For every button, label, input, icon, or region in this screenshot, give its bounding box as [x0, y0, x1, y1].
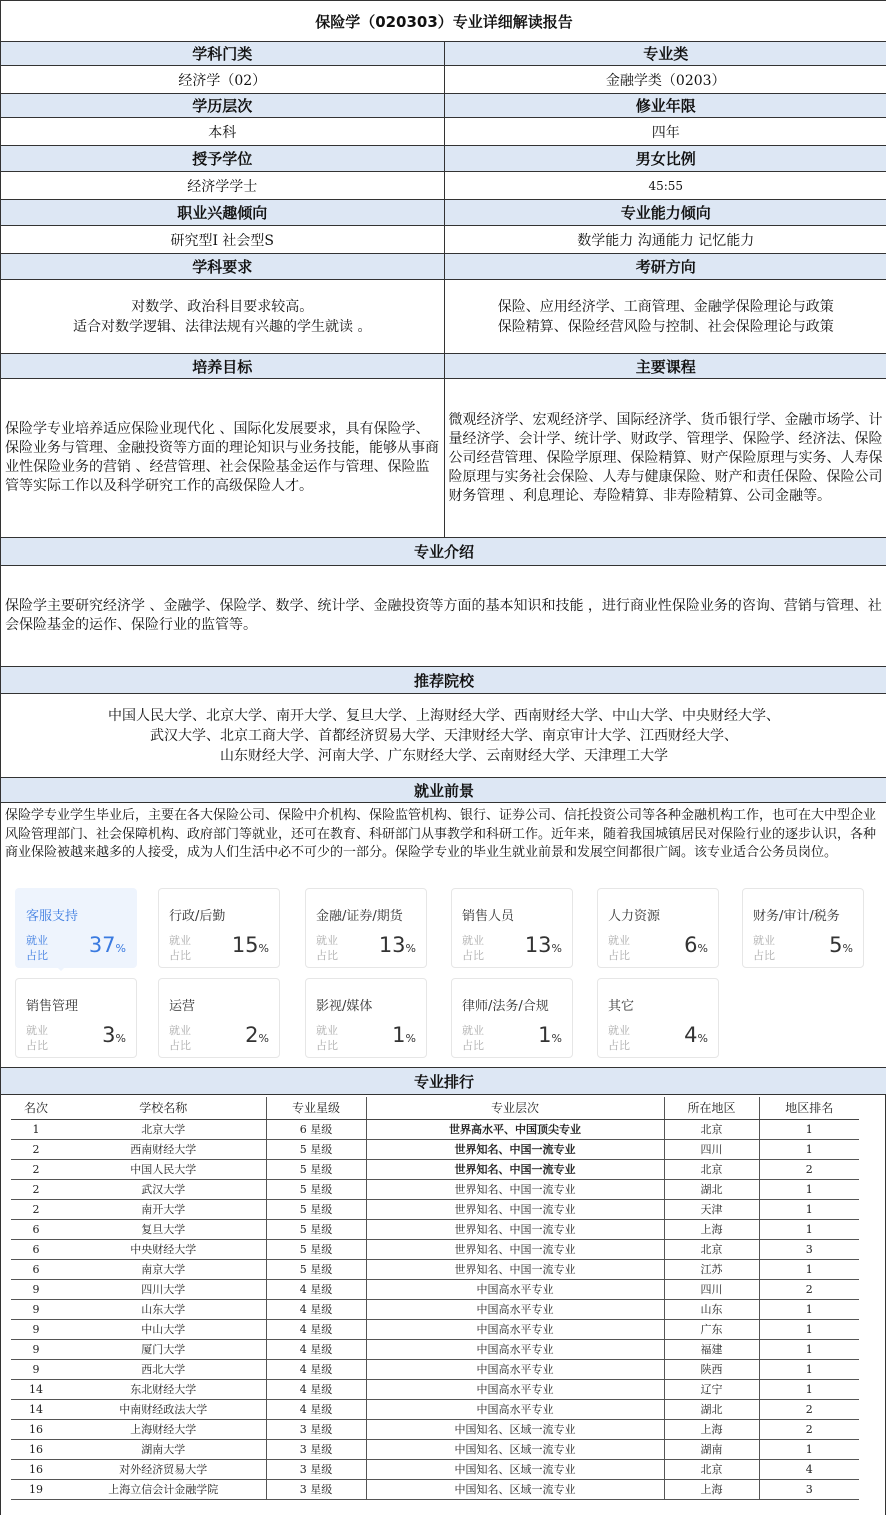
school-cell: 上海立信会计金融学院 [61, 1479, 266, 1499]
table-row [11, 1399, 859, 1419]
region-cell: 天津 [664, 1199, 759, 1219]
table-row [11, 1439, 859, 1459]
level-cell: 中国高水平专业 [366, 1399, 664, 1419]
region-cell: 四川 [664, 1279, 759, 1299]
table-row [11, 1139, 859, 1159]
courses-label: 主要课程 [445, 354, 886, 378]
share-label-2: 占比 [316, 949, 338, 962]
region-cell: 江苏 [664, 1259, 759, 1279]
job-card-value [232, 933, 269, 957]
region-cell: 上海 [664, 1419, 759, 1439]
header-row-5 [1, 254, 886, 280]
value-row-3 [1, 172, 886, 200]
job-card-number: 3 [102, 1023, 116, 1047]
job-card-value [829, 933, 853, 957]
region-rank-cell: 4 [759, 1459, 859, 1479]
job-card[interactable] [15, 888, 137, 968]
rank-cell: 2 [11, 1179, 61, 1199]
ranking-table-wrap [11, 1097, 859, 1500]
schools-header-row [1, 667, 886, 694]
share-label-2: 占比 [26, 949, 48, 962]
table-row [11, 1159, 859, 1179]
share-label-1: 就业 [462, 1024, 484, 1037]
region-cell: 北京 [664, 1159, 759, 1179]
level-cell: 世界知名、中国一流专业 [366, 1259, 664, 1279]
school-cell: 中央财经大学 [61, 1239, 266, 1259]
region-cell: 陕西 [664, 1359, 759, 1379]
region-rank-cell: 1 [759, 1139, 859, 1159]
table-row [11, 1359, 859, 1379]
level-cell: 中国知名、区域一流专业 [366, 1479, 664, 1499]
job-card-value [684, 933, 708, 957]
rank-cell: 9 [11, 1319, 61, 1339]
school-cell: 湖南大学 [61, 1439, 266, 1459]
level-cell: 中国高水平专业 [366, 1339, 664, 1359]
interest-value: 研究型I 社会型S [1, 226, 445, 253]
table-row [11, 1199, 859, 1219]
job-card-title: 行政/后勤 [169, 909, 226, 924]
table-row [11, 1479, 859, 1499]
job-card[interactable] [305, 978, 427, 1058]
requirement-line: 对数学、政治科目要求较高。 [131, 298, 314, 315]
share-label-2: 占比 [462, 949, 484, 962]
school-cell: 复旦大学 [61, 1219, 266, 1239]
percent-sign: % [551, 942, 562, 955]
job-card-title: 客服支持 [26, 909, 79, 924]
table-row [11, 1119, 859, 1139]
employment-label: 就业前景 [1, 778, 886, 802]
col-star: 专业星级 [266, 1097, 366, 1119]
schools-line: 武汉大学、北京工商大学、首都经济贸易大学、天津财经大学、南京审计大学、江西财经大学、 [150, 727, 738, 744]
postgrad-line: 保险精算、保险经营风险与控制、社会保险理论与政策 [497, 318, 834, 335]
star-cell: 4 星级 [266, 1399, 366, 1419]
level-cell: 中国高水平专业 [366, 1359, 664, 1379]
region-rank-cell: 2 [759, 1159, 859, 1179]
job-card-title: 人力资源 [608, 909, 661, 924]
share-label-1: 就业 [316, 1024, 338, 1037]
share-label-1: 就业 [462, 934, 484, 947]
col-region: 所在地区 [664, 1097, 759, 1119]
job-card[interactable] [451, 978, 573, 1058]
job-card[interactable] [597, 888, 719, 968]
region-cell: 湖北 [664, 1399, 759, 1419]
rank-cell: 1 [11, 1119, 61, 1139]
region-rank-cell: 1 [759, 1339, 859, 1359]
star-cell: 4 星级 [266, 1299, 366, 1319]
level-cell: 世界高水平、中国顶尖专业 [366, 1119, 664, 1139]
job-card-share-label [462, 1023, 488, 1053]
value-row-1 [1, 66, 886, 94]
category-label: 学科门类 [1, 42, 445, 65]
star-cell: 4 星级 [266, 1279, 366, 1299]
star-cell: 3 星级 [266, 1479, 366, 1499]
percent-sign: % [115, 942, 126, 955]
job-card[interactable] [158, 978, 280, 1058]
share-label-1: 就业 [169, 1024, 191, 1037]
job-card-value [392, 1023, 416, 1047]
share-label-1: 就业 [26, 934, 48, 947]
school-cell: 武汉大学 [61, 1179, 266, 1199]
ability-value: 数学能力 沟通能力 记忆能力 [445, 226, 886, 253]
star-cell: 4 星级 [266, 1339, 366, 1359]
job-card-value [102, 1023, 126, 1047]
share-label-1: 就业 [753, 934, 775, 947]
job-card-share-label [316, 933, 342, 963]
courses-value: 微观经济学、宏观经济学、国际经济学、货币银行学、金融市场学、计量经济学、会计学、统计学、财政学、管理学、保险学、经济法、保险公司经营管理、保险学原理、保险精算、财产保险原理与实务、人寿保险原理与实务社会保险、人寿与健康保险、财产和责任保险、保险公司财务管理 、利息理论、寿险精算、非寿险精算、公司金融等。 [445, 379, 886, 537]
level-cell: 中国高水平专业 [366, 1319, 664, 1339]
percent-sign: % [551, 1032, 562, 1045]
level-cell: 中国高水平专业 [366, 1279, 664, 1299]
table-row [11, 1459, 859, 1479]
col-rank: 名次 [11, 1097, 61, 1119]
header-row-2 [1, 94, 886, 118]
rank-cell: 16 [11, 1419, 61, 1439]
table-row [11, 1319, 859, 1339]
region-rank-cell: 3 [759, 1479, 859, 1499]
percent-sign: % [115, 1032, 126, 1045]
region-rank-cell: 2 [759, 1419, 859, 1439]
header-row-6 [1, 354, 886, 379]
requirement-line: 适合对数学逻辑、法律法规有兴趣的学生就读 。 [73, 318, 372, 335]
star-cell: 5 星级 [266, 1219, 366, 1239]
region-cell: 上海 [664, 1219, 759, 1239]
job-card-number: 1 [538, 1023, 552, 1047]
region-rank-cell: 1 [759, 1119, 859, 1139]
job-card-number: 2 [245, 1023, 259, 1047]
region-cell: 北京 [664, 1119, 759, 1139]
job-card-number: 6 [684, 933, 698, 957]
table-row [11, 1419, 859, 1439]
level-cell: 世界知名、中国一流专业 [366, 1179, 664, 1199]
level-cell: 中国高水平专业 [366, 1379, 664, 1399]
rank-cell: 9 [11, 1279, 61, 1299]
page-title: 保险学（020303）专业详细解读报告 [1, 1, 886, 41]
job-card-share-label [462, 933, 488, 963]
job-card-share-label [608, 1023, 634, 1053]
star-cell: 5 星级 [266, 1259, 366, 1279]
job-card-value [245, 1023, 269, 1047]
level-cell: 中国知名、区域一流专业 [366, 1439, 664, 1459]
school-cell: 南京大学 [61, 1259, 266, 1279]
region-cell: 湖北 [664, 1179, 759, 1199]
job-card-title: 影视/媒体 [316, 999, 373, 1014]
star-cell: 3 星级 [266, 1419, 366, 1439]
region-rank-cell: 1 [759, 1359, 859, 1379]
region-rank-cell: 1 [759, 1379, 859, 1399]
value-row-2 [1, 118, 886, 146]
job-card-share-label [753, 933, 779, 963]
intro-text: 保险学主要研究经济学 、金融学、保险学、数学、统计学、金融投资等方面的基本知识和技能 ，进行商业性保险业务的咨询、营销与管理、社会保险基金的运作、保险行业的监管等。 [1, 566, 886, 666]
school-cell: 西南财经大学 [61, 1139, 266, 1159]
job-card-title: 运营 [169, 999, 196, 1014]
region-cell: 北京 [664, 1459, 759, 1479]
postgrad-line: 保险、应用经济学、工商管理、金融学保险理论与政策 [497, 298, 834, 315]
job-card-share-label [26, 1023, 52, 1053]
job-card-value [379, 933, 416, 957]
region-cell: 山东 [664, 1299, 759, 1319]
level-cell: 中国知名、区域一流专业 [366, 1419, 664, 1439]
job-card[interactable] [597, 978, 719, 1058]
percent-sign: % [405, 1032, 416, 1045]
level-cell: 世界知名、中国一流专业 [366, 1139, 664, 1159]
job-card-title: 律师/法务/合规 [462, 999, 549, 1014]
duration-label: 修业年限 [445, 94, 886, 117]
job-card-number: 13 [378, 933, 406, 957]
intro-label: 专业介绍 [1, 538, 886, 565]
job-distribution [1, 884, 886, 1068]
star-cell: 5 星级 [266, 1199, 366, 1219]
region-rank-cell: 2 [759, 1399, 859, 1419]
interest-label: 职业兴趣倾向 [1, 200, 445, 225]
share-label-2: 占比 [169, 949, 191, 962]
job-card-number: 13 [524, 933, 552, 957]
region-cell: 四川 [664, 1139, 759, 1159]
level-cell: 世界知名、中国一流专业 [366, 1239, 664, 1259]
star-cell: 5 星级 [266, 1139, 366, 1159]
job-card-value [684, 1023, 708, 1047]
region-cell: 上海 [664, 1479, 759, 1499]
percent-sign: % [842, 942, 853, 955]
star-cell: 5 星级 [266, 1239, 366, 1259]
rank-cell: 16 [11, 1439, 61, 1459]
school-cell: 中南财经政法大学 [61, 1399, 266, 1419]
goal-value: 保险学专业培养适应保险业现代化 、国际化发展要求，具有保险学、保险业务与管理、金融投资等方面的理论知识与业务技能，能够从事商业性保险业务的营销 、经营管理、社会保险基金运作与管理、保险监管等实际工作以及科学研究工作的高级保险人才。 [1, 379, 445, 537]
region-rank-cell: 1 [759, 1299, 859, 1319]
school-cell: 对外经济贸易大学 [61, 1459, 266, 1479]
school-cell: 西北大学 [61, 1359, 266, 1379]
star-cell: 3 星级 [266, 1459, 366, 1479]
header-row-3 [1, 146, 886, 172]
region-rank-cell: 1 [759, 1439, 859, 1459]
level-cell: 世界知名、中国一流专业 [366, 1219, 664, 1239]
school-cell: 北京大学 [61, 1119, 266, 1139]
rank-cell: 6 [11, 1259, 61, 1279]
job-card-number: 4 [684, 1023, 698, 1047]
star-cell: 6 星级 [266, 1119, 366, 1139]
rank-cell: 2 [11, 1199, 61, 1219]
ranking-label: 专业排行 [1, 1068, 886, 1094]
job-card-share-label [169, 933, 195, 963]
region-cell: 湖南 [664, 1439, 759, 1459]
rank-cell: 16 [11, 1459, 61, 1479]
job-card[interactable] [158, 888, 280, 968]
job-card-share-label [169, 1023, 195, 1053]
degree-level-label: 学历层次 [1, 94, 445, 117]
degree-level-value: 本科 [1, 118, 445, 145]
region-rank-cell: 2 [759, 1279, 859, 1299]
region-rank-cell: 1 [759, 1219, 859, 1239]
table-row [11, 1239, 859, 1259]
region-cell: 辽宁 [664, 1379, 759, 1399]
major-class-label: 专业类 [445, 42, 886, 65]
school-cell: 南开大学 [61, 1199, 266, 1219]
table-row [11, 1219, 859, 1239]
table-row [11, 1379, 859, 1399]
school-cell: 东北财经大学 [61, 1379, 266, 1399]
rank-cell: 6 [11, 1239, 61, 1259]
rank-cell: 14 [11, 1379, 61, 1399]
star-cell: 5 星级 [266, 1159, 366, 1179]
region-rank-cell: 1 [759, 1259, 859, 1279]
school-cell: 厦门大学 [61, 1339, 266, 1359]
table-row [11, 1279, 859, 1299]
ranking-header-row [1, 1068, 886, 1095]
share-label-2: 占比 [608, 949, 630, 962]
rank-cell: 9 [11, 1339, 61, 1359]
duration-value: 四年 [445, 118, 886, 145]
school-cell: 中山大学 [61, 1319, 266, 1339]
col-region-rank: 地区排名 [759, 1097, 859, 1119]
job-card-value [538, 1023, 562, 1047]
job-card-title: 金融/证券/期货 [316, 909, 403, 924]
star-cell: 4 星级 [266, 1319, 366, 1339]
schools-line: 山东财经大学、河南大学、广东财经大学、云南财经大学、天津理工大学 [220, 747, 668, 764]
rank-cell: 6 [11, 1219, 61, 1239]
requirement-label: 学科要求 [1, 254, 445, 279]
share-label-1: 就业 [316, 934, 338, 947]
job-card-share-label [26, 933, 52, 963]
header-row-1 [1, 42, 886, 66]
school-cell: 四川大学 [61, 1279, 266, 1299]
job-card[interactable] [15, 978, 137, 1058]
rank-cell: 9 [11, 1359, 61, 1379]
employment-row [1, 803, 886, 884]
school-cell: 上海财经大学 [61, 1419, 266, 1439]
major-class-value: 金融学类（0203） [445, 66, 886, 93]
ratio-value: 45:55 [445, 172, 886, 199]
share-label-2: 占比 [26, 1039, 48, 1052]
share-label-2: 占比 [753, 949, 775, 962]
job-card-number: 5 [829, 933, 843, 957]
ranking-header [11, 1097, 859, 1119]
value-row-5 [1, 280, 886, 354]
job-card-number: 1 [392, 1023, 406, 1047]
postgrad-value [445, 280, 886, 353]
job-card-share-label [316, 1023, 342, 1053]
star-cell: 3 星级 [266, 1439, 366, 1459]
postgrad-label: 考研方向 [445, 254, 886, 279]
level-cell: 中国高水平专业 [366, 1299, 664, 1319]
rank-cell: 9 [11, 1299, 61, 1319]
degree-value: 经济学学士 [1, 172, 445, 199]
share-label-2: 占比 [169, 1039, 191, 1052]
goal-label: 培养目标 [1, 354, 445, 378]
schools-list [1, 694, 886, 777]
job-card[interactable] [305, 888, 427, 968]
employment-text: 保险学专业学生毕业后，主要在各大保险公司、保险中介机构、保险监管机构、银行、证券公司、信托投资公司等各种金融机构工作，也可在大中型企业风险管理部门、社会保障机构、政府部门等就业，还可在教育、科研部门从事教学和科研工作。近年来，随着我国城镇居民对保险行业的逐步认识，各种商业保险被越来越多的人接受，成为人们生活中必不可少的一部分。保险学专业的毕业生就业前景和发展空间都很广阔。该专业适合公务员岗位。 [1, 803, 886, 884]
value-row-4 [1, 226, 886, 254]
requirement-value [1, 280, 445, 353]
share-label-1: 就业 [26, 1024, 48, 1037]
share-label-2: 占比 [608, 1039, 630, 1052]
job-card[interactable] [451, 888, 573, 968]
share-label-2: 占比 [316, 1039, 338, 1052]
ranking-body [11, 1119, 859, 1499]
job-card[interactable] [742, 888, 864, 968]
col-level: 专业层次 [366, 1097, 664, 1119]
table-row [11, 1299, 859, 1319]
job-card-title: 财务/审计/税务 [753, 909, 840, 924]
share-label-1: 就业 [169, 934, 191, 947]
star-cell: 4 星级 [266, 1379, 366, 1399]
region-rank-cell: 1 [759, 1179, 859, 1199]
share-label-1: 就业 [608, 1024, 630, 1037]
region-rank-cell: 1 [759, 1319, 859, 1339]
ratio-label: 男女比例 [445, 146, 886, 171]
table-row [11, 1179, 859, 1199]
col-school: 学校名称 [61, 1097, 266, 1119]
schools-line: 中国人民大学、北京大学、南开大学、复旦大学、上海财经大学、西南财经大学、中山大学、中央财经大学、 [108, 707, 780, 724]
value-row-6 [1, 379, 886, 538]
table-row [11, 1339, 859, 1359]
rank-cell: 14 [11, 1399, 61, 1419]
job-card-number: 15 [231, 933, 259, 957]
region-cell: 广东 [664, 1319, 759, 1339]
job-card-title: 其它 [608, 999, 635, 1014]
schools-label: 推荐院校 [1, 667, 886, 693]
employment-header-row [1, 778, 886, 803]
level-cell: 世界知名、中国一流专业 [366, 1199, 664, 1219]
intro-row [1, 566, 886, 667]
percent-sign: % [258, 942, 269, 955]
category-value: 经济学（02） [1, 66, 445, 93]
job-card-title: 销售管理 [26, 999, 79, 1014]
ranking-table [11, 1097, 859, 1500]
job-card-value [525, 933, 562, 957]
table-row [11, 1259, 859, 1279]
schools-row [1, 694, 886, 778]
share-label-1: 就业 [608, 934, 630, 947]
job-card-number: 37 [88, 933, 116, 957]
job-card-share-label [608, 933, 634, 963]
intro-header-row [1, 538, 886, 566]
degree-label: 授予学位 [1, 146, 445, 171]
region-cell: 北京 [664, 1239, 759, 1259]
rank-cell: 2 [11, 1159, 61, 1179]
star-cell: 5 星级 [266, 1179, 366, 1199]
region-cell: 福建 [664, 1339, 759, 1359]
rank-cell: 2 [11, 1139, 61, 1159]
region-rank-cell: 3 [759, 1239, 859, 1259]
region-rank-cell: 1 [759, 1199, 859, 1219]
percent-sign: % [258, 1032, 269, 1045]
share-label-2: 占比 [462, 1039, 484, 1052]
job-card-value [89, 933, 126, 957]
title-row [1, 0, 886, 42]
rank-cell: 19 [11, 1479, 61, 1499]
star-cell: 4 星级 [266, 1359, 366, 1379]
level-cell: 中国知名、区域一流专业 [366, 1459, 664, 1479]
percent-sign: % [697, 942, 708, 955]
header-row-4 [1, 200, 886, 226]
percent-sign: % [697, 1032, 708, 1045]
level-cell: 世界知名、中国一流专业 [366, 1159, 664, 1179]
percent-sign: % [405, 942, 416, 955]
job-card-title: 销售人员 [462, 909, 515, 924]
ability-label: 专业能力倾向 [445, 200, 886, 225]
school-cell: 中国人民大学 [61, 1159, 266, 1179]
school-cell: 山东大学 [61, 1299, 266, 1319]
